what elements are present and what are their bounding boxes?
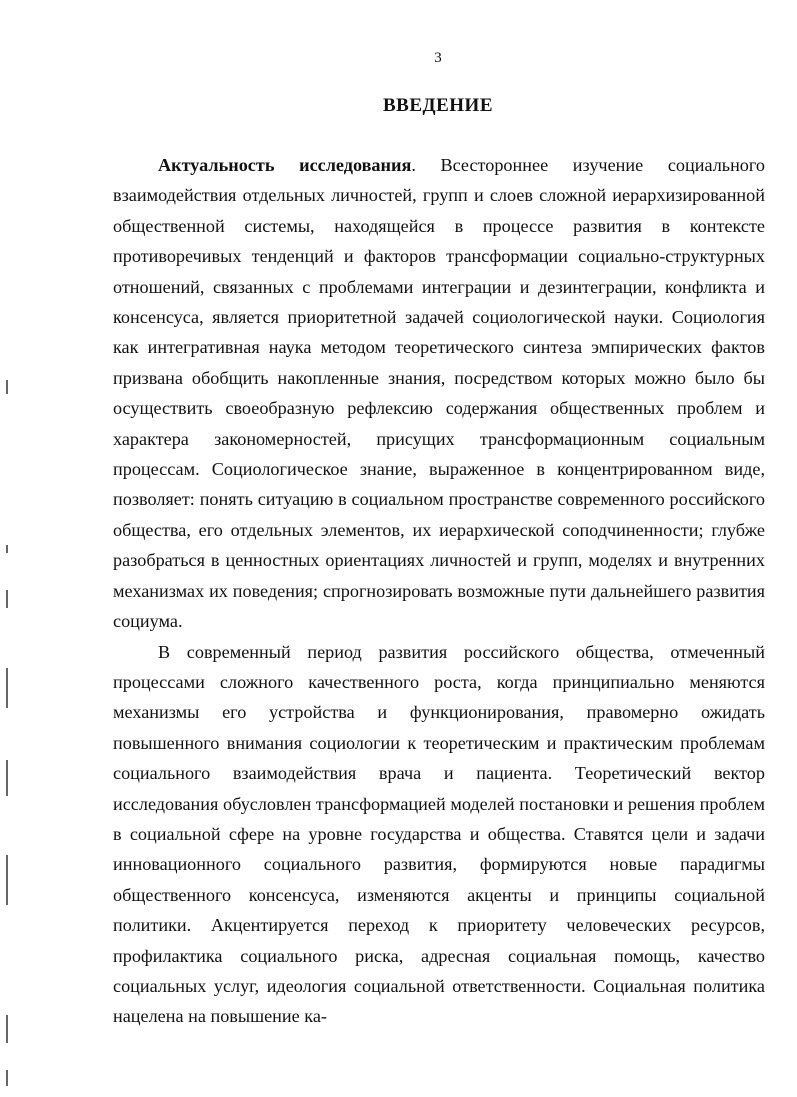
paragraph-relevance bbox=[113, 150, 765, 637]
paragraph-text: . Всестороннее изучение социального взаимодействия отдельных личностей, групп и слоев сложной иерархизированной общественной системы, находящейся в процессе развития в контексте противоречивых тенденций и факторов трансформации социально-структурных отношений, связанных с проблемами интеграции и дезинтеграции, конфликта и консенсуса, является приоритетной задачей социологической науки. Социология как интегративная наука методом теоретического синтеза эмпирических фактов призвана обобщить накопленные знания, посредством которых можно было бы осуществить своеобразную рефлексию содержания общественных проблем и характера закономерностей, присущих трансформационным социальным процессам. Социологическое знание, выраженное в концентрированном виде, позволяет: понять ситуацию в социальном пространстве современного российского общества, его отдельных элементов, их иерархической соподчиненности; глубже разобраться в ценностных ориентациях личностей и групп, моделях и внутренних механизмах их поведения; спрогнозировать возможные пути дальнейшего развития социума. bbox=[113, 155, 765, 632]
scan-mark bbox=[6, 855, 8, 905]
paragraph-modern-period bbox=[113, 637, 765, 1032]
scan-mark bbox=[6, 380, 8, 394]
paragraph-lead: Актуальность исследования bbox=[158, 155, 412, 175]
scan-mark bbox=[6, 590, 8, 608]
page-title: ВВЕДЕНИЕ bbox=[383, 95, 493, 116]
scan-mark bbox=[6, 760, 8, 796]
page-number: 3 bbox=[434, 50, 442, 66]
scan-mark bbox=[6, 668, 8, 708]
scan-mark bbox=[6, 545, 8, 553]
scan-mark bbox=[6, 1070, 8, 1086]
document-body bbox=[113, 150, 765, 1032]
scan-margin-marks bbox=[0, 0, 20, 1097]
paragraph-text: В современный период развития российского общества, отмеченный процессами сложного качественного роста, когда принципиально меняются механизмы его устройства и функционирования, правомерно ожидать повышенного внимания социологии к теоретическим и практическим проблемам социального взаимодействия врача и пациента. Теоретический вектор исследования обусловлен трансформацией моделей постановки и решения проблем в социальной сфере на уровне государства и общества. Ставятся цели и задачи инновационного социального развития, формируются новые парадигмы общественного консенсуса, изменяются акценты и принципы социальной политики. Акцентируется переход к приоритету человеческих ресурсов, профилактика социального риска, адресная социальная помощь, качество социальных услуг, идеология социальной ответственности. Социальная политика нацелена на повышение ка- bbox=[113, 641, 765, 1027]
scan-mark bbox=[6, 1015, 8, 1043]
